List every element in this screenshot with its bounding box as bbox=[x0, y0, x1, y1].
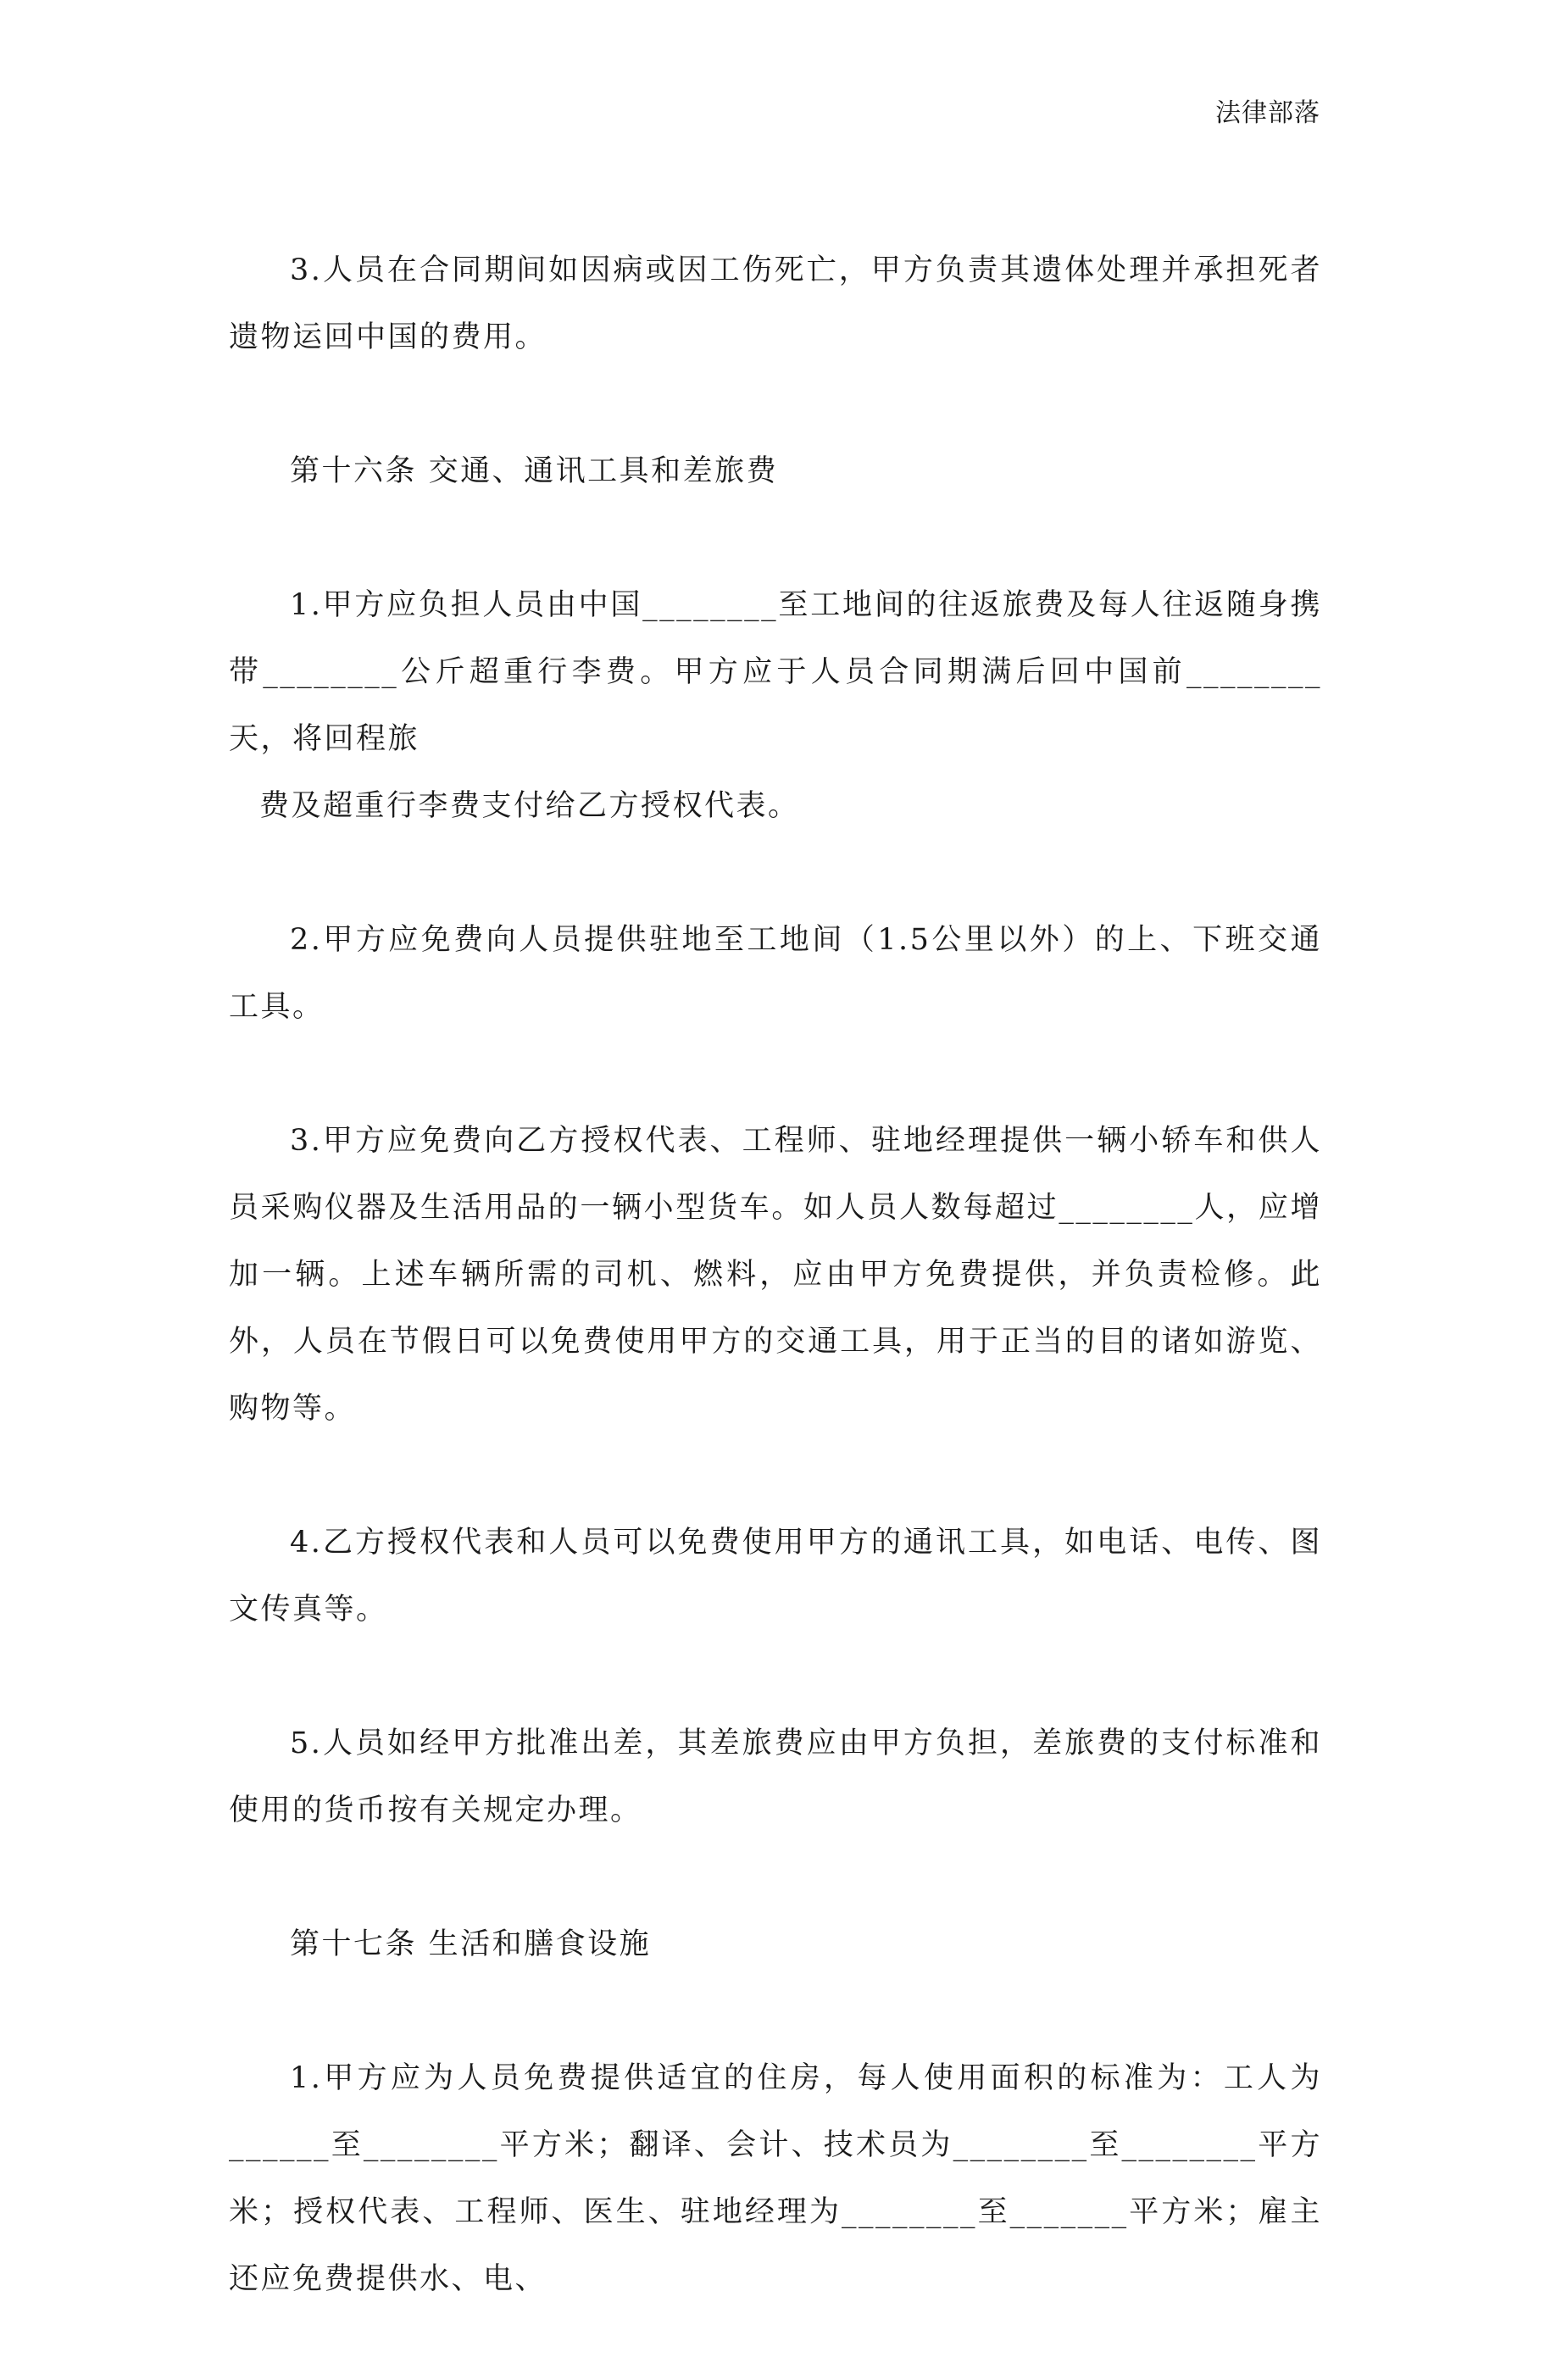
paragraph-travel-expenses-continuation: 费及超重行李费支付给乙方授权代表。 bbox=[259, 789, 800, 823]
document-body bbox=[229, 237, 1322, 2380]
paragraph-commute-transport: 2.甲方应免费向人员提供驻地至工地间（1.5公里以外）的上、下班交通工具。 bbox=[229, 923, 1322, 1024]
paragraph-death-handling: 3.人员在合同期间如因病或因工伤死亡，甲方负责其遗体处理并承担死者遗物运回中国的费用。 bbox=[229, 253, 1322, 354]
paragraph-vehicles: 3.甲方应免费向乙方授权代表、工程师、驻地经理提供一辆小轿车和供人员采购仪器及生活用品的一辆小型货车。如人员人数每超过________人，应增加一辆。上述车辆所需的司机、燃料，应由甲方免费提供，并负责检修。此外，人员在节假日可以免费使用甲方的交通工具，用于正当的目的诸如游览、购物等。 bbox=[229, 1124, 1322, 1426]
article-16-heading: 第十六条 交通、通讯工具和差旅费 bbox=[290, 454, 779, 488]
paragraph-housing: 1.甲方应为人员免费提供适宜的住房，每人使用面积的标准为：工人为______至________平方米；翻译、会计、技术员为________至________平方米；授权代表、工程师、医生、驻地经理为________至_______平方米；雇主还应免费提供水、电、 bbox=[229, 2061, 1322, 2296]
page-header-brand: 法律部落 bbox=[1215, 98, 1320, 128]
paragraph-travel-expenses bbox=[229, 572, 1322, 840]
article-17-heading: 第十七条 生活和膳食设施 bbox=[290, 1927, 652, 1961]
paragraph-communication-tools: 4.乙方授权代表和人员可以免费使用甲方的通讯工具，如电话、电传、图文传真等。 bbox=[229, 1526, 1322, 1627]
paragraph-business-trip: 5.人员如经甲方批准出差，其差旅费应由甲方负担，差旅费的支付标准和使用的货币按有关规定办理。 bbox=[229, 1727, 1322, 1827]
paragraph-travel-expenses-main: 1.甲方应负担人员由中国________至工地间的往返旅费及每人往返随身携带________公斤超重行李费。甲方应于人员合同期满后回中国前________天，将回程旅 bbox=[229, 588, 1322, 756]
